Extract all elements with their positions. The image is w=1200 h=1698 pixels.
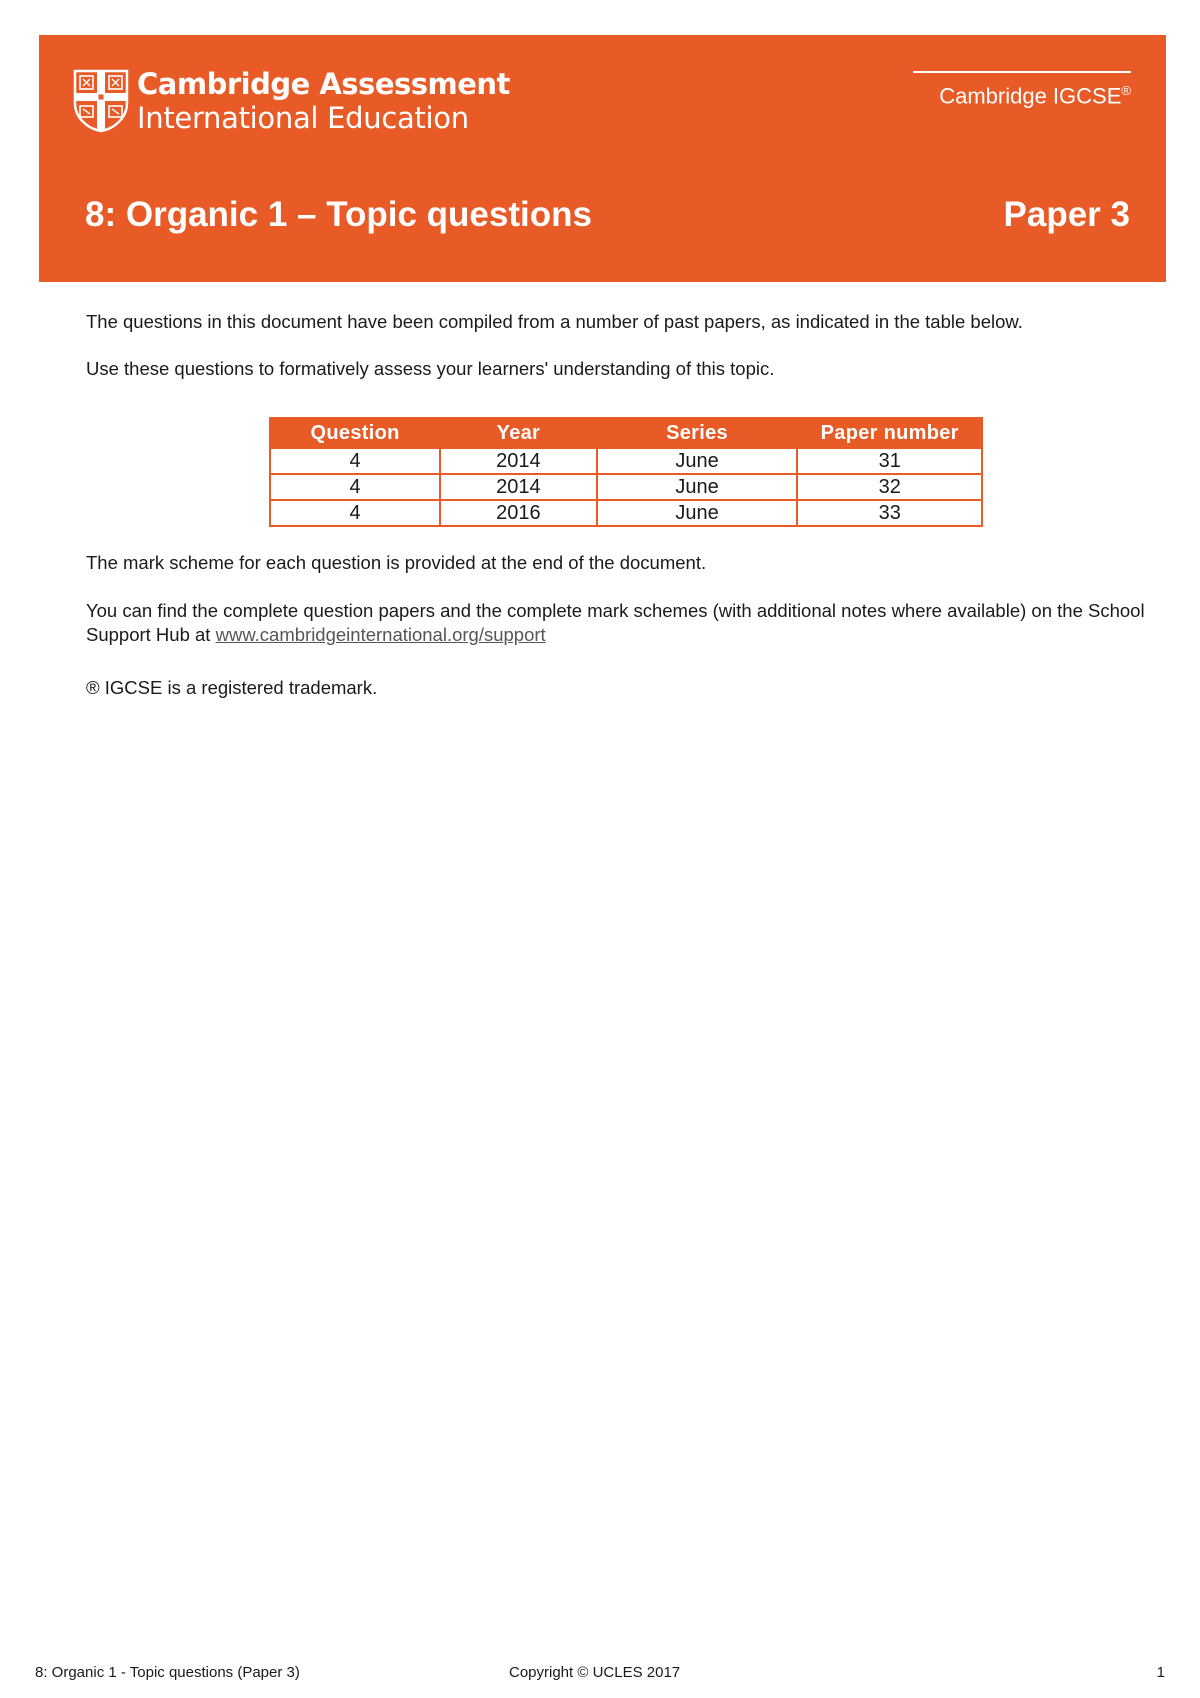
footer-page-number: 1 bbox=[1156, 1664, 1165, 1681]
qualification-text: Cambridge IGCSE bbox=[939, 83, 1122, 109]
paper-label: Paper 3 bbox=[1003, 195, 1130, 234]
logo-name: Cambridge Assessment bbox=[137, 67, 510, 101]
footer-copyright: Copyright © UCLES 2017 bbox=[509, 1664, 681, 1681]
usage-paragraph: Use these questions to formatively assess your learners' understanding of this topic. bbox=[86, 358, 775, 379]
cell-question: 4 bbox=[270, 474, 440, 500]
source-papers-table bbox=[269, 417, 983, 527]
header-banner bbox=[39, 35, 1166, 282]
cell-series: June bbox=[597, 448, 798, 474]
document-title: 8: Organic 1 – Topic questions bbox=[85, 195, 592, 234]
footer-document-title: 8: Organic 1 - Topic questions (Paper 3) bbox=[35, 1664, 300, 1681]
qualification-divider bbox=[913, 71, 1131, 73]
table-row bbox=[270, 474, 982, 500]
cambridge-logo bbox=[73, 67, 510, 135]
trademark-note: ® IGCSE is a registered trademark. bbox=[86, 677, 378, 698]
mark-scheme-paragraph: The mark scheme for each question is provided at the end of the document. bbox=[86, 552, 707, 573]
table-header-row bbox=[270, 418, 982, 448]
cell-paper-number: 31 bbox=[797, 448, 982, 474]
support-paragraph bbox=[86, 599, 1166, 647]
table-row bbox=[270, 448, 982, 474]
header-paper-number: Paper number bbox=[797, 418, 982, 448]
support-text: You can find the complete question papers and the complete mark schemes (with additional notes where available) on the School Support Hub at bbox=[86, 600, 1145, 645]
header-year: Year bbox=[440, 418, 596, 448]
cell-question: 4 bbox=[270, 448, 440, 474]
qualification-label bbox=[913, 83, 1131, 109]
cell-year: 2014 bbox=[440, 474, 596, 500]
intro-paragraph: The questions in this document have been compiled from a number of past papers, as indicated in the table below. bbox=[86, 311, 1023, 332]
cell-question: 4 bbox=[270, 500, 440, 526]
header-series: Series bbox=[597, 418, 798, 448]
cell-year: 2016 bbox=[440, 500, 596, 526]
logo-subname: International Education bbox=[137, 101, 469, 135]
cell-paper-number: 32 bbox=[797, 474, 982, 500]
cell-year: 2014 bbox=[440, 448, 596, 474]
cambridge-shield-icon bbox=[73, 69, 129, 133]
table-row bbox=[270, 500, 982, 526]
cell-series: June bbox=[597, 474, 798, 500]
header-question: Question bbox=[270, 418, 440, 448]
cell-paper-number: 33 bbox=[797, 500, 982, 526]
cell-series: June bbox=[597, 500, 798, 526]
support-link[interactable]: www.cambridgeinternational.org/support bbox=[215, 624, 546, 645]
registered-mark: ® bbox=[1121, 83, 1131, 98]
